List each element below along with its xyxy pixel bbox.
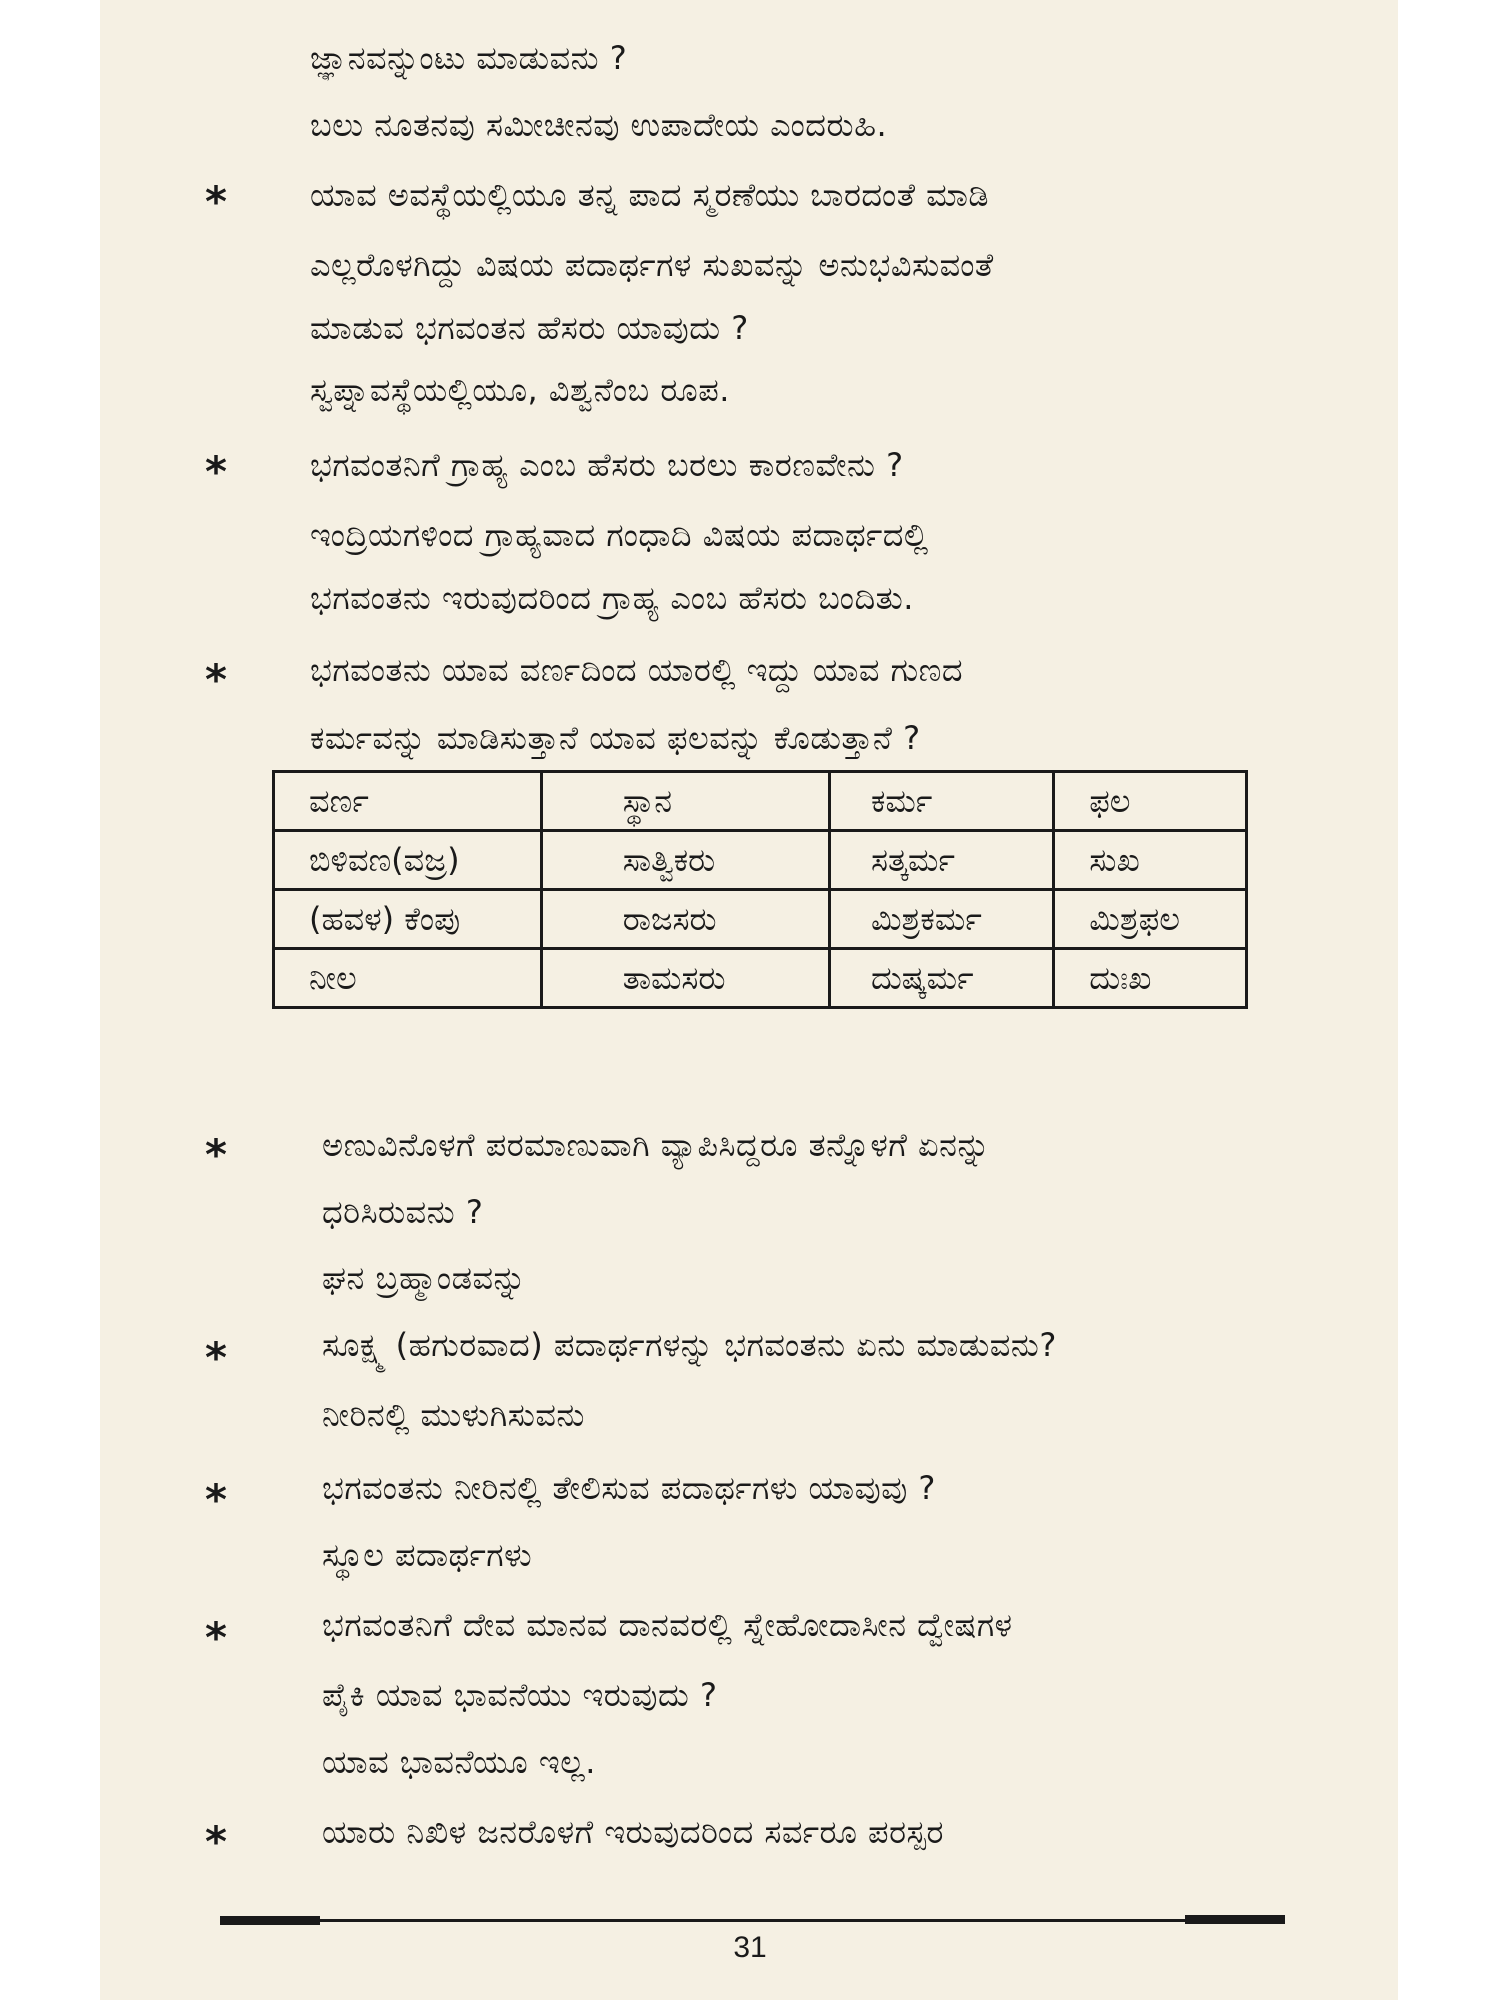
text-line: ಸ್ಥೂಲ ಪದಾರ್ಥಗಳು <box>322 1536 533 1574</box>
footer-rule-thick-left <box>220 1916 320 1925</box>
text-line: ಪೈಕಿ ಯಾವ ಭಾವನೆಯು ಇರುವುದು ? <box>322 1676 718 1714</box>
text-line: ಕರ್ಮವನ್ನು ಮಾಡಿಸುತ್ತಾನೆ ಯಾವ ಫಲವನ್ನು ಕೊಡುತ್ತಾನೆ ? <box>310 719 921 757</box>
table-header-cell: ಕರ್ಮ <box>829 772 1053 831</box>
text-line: ಮಾಡುವ ಭಗವಂತನ ಹೆಸರು ಯಾವುದು ? <box>310 309 749 347</box>
bullet-star: * <box>205 177 227 226</box>
table-header-cell: ವರ್ಣ <box>274 772 542 831</box>
table-header-cell: ಸ್ಥಾನ <box>541 772 829 831</box>
text-line: ಎಲ್ಲರೊಳಗಿದ್ದು ವಿಷಯ ಪದಾರ್ಥಗಳ ಸುಖವನ್ನು ಅನುಭವಿಸುವಂತೆ <box>310 246 994 284</box>
table-header-row <box>274 772 1247 831</box>
table-cell: ಮಿಶ್ರಕರ್ಮ <box>829 890 1053 949</box>
table-row <box>274 831 1247 890</box>
text-line: ಭಗವಂತನಿಗೆ ಗ್ರಾಹ್ಯ ಎಂಬ ಹೆಸರು ಬರಲು ಕಾರಣವೇನು ? <box>310 446 904 484</box>
text-line: ಭಗವಂತನಿಗೆ ದೇವ ಮಾನವ ದಾನವರಲ್ಲಿ ಸ್ನೇಹೋದಾಸೀನ ದ್ವೇಷಗಳ <box>322 1606 1013 1644</box>
table-row <box>274 949 1247 1008</box>
text-line: ಯಾರು ನಿಖಿಳ ಜನರೊಳಗೆ ಇರುವುದರಿಂದ ಸರ್ವರೂ ಪರಸ್ಪರ <box>322 1813 944 1851</box>
table-header-cell: ಫಲ <box>1054 772 1247 831</box>
table-cell: ದುಃಖ <box>1054 949 1247 1008</box>
bullet-star: * <box>205 1333 227 1382</box>
text-line: ಭಗವಂತನು ಯಾವ ವರ್ಣದಿಂದ ಯಾರಲ್ಲಿ ಇದ್ದು ಯಾವ ಗುಣದ <box>310 651 963 689</box>
text-line: ಭಗವಂತನು ನೀರಿನಲ್ಲಿ ತೇಲಿಸುವ ಪದಾರ್ಥಗಳು ಯಾವುವು ? <box>322 1469 936 1507</box>
text-line: ಇಂದ್ರಿಯಗಳಿಂದ ಗ್ರಾಹ್ಯವಾದ ಗಂಧಾದಿ ವಿಷಯ ಪದಾರ್ಥದಲ್ಲಿ <box>310 516 929 554</box>
table-cell: ಸಾತ್ವಿಕರು <box>541 831 829 890</box>
bullet-star: * <box>205 1475 227 1524</box>
table-cell: ಸುಖ <box>1054 831 1247 890</box>
text-line: ಜ್ಞಾನವನ್ನುಂಟು ಮಾಡುವನು ? <box>310 39 628 77</box>
table-cell: ನೀಲ <box>274 949 542 1008</box>
bullet-star: * <box>205 655 227 704</box>
text-line: ಬಲು ನೂತನವು ಸಮೀಚೀನವು ಉಪಾದೇಯ ಎಂದರುಹಿ. <box>310 106 888 144</box>
bullet-star: * <box>205 447 227 496</box>
text-line: ಸೂಕ್ಷ್ಮ (ಹಗುರವಾದ) ಪದಾರ್ಥಗಳನ್ನು ಭಗವಂತನು ಏನು ಮಾಡುವನು? <box>322 1326 1057 1364</box>
text-line: ನೀರಿನಲ್ಲಿ ಮುಳುಗಿಸುವನು <box>322 1396 585 1434</box>
table-cell: ಸತ್ಕರ್ಮ <box>829 831 1053 890</box>
table-cell: ಬಿಳಿವಣ(ವಜ್ರ) <box>274 831 542 890</box>
text-line: ಯಾವ ಅವಸ್ಥೆಯಲ್ಲಿಯೂ ತನ್ನ ಪಾದ ಸ್ಮರಣೆಯು ಬಾರದಂತೆ ಮಾಡಿ <box>310 176 990 214</box>
table-cell: ರಾಜಸರು <box>541 890 829 949</box>
table-cell: ಮಿಶ್ರಫಲ <box>1054 890 1247 949</box>
table-cell: ದುಷ್ಕರ್ಮ <box>829 949 1053 1008</box>
bullet-star: * <box>205 1817 227 1866</box>
text-line: ಸ್ವಪ್ನಾವಸ್ಥೆಯಲ್ಲಿಯೂ, ವಿಶ್ವನೆಂಬ ರೂಪ. <box>310 371 730 409</box>
table-cell: ತಾಮಸರು <box>541 949 829 1008</box>
bullet-star: * <box>205 1130 227 1179</box>
text-line: ಧರಿಸಿರುವನು ? <box>322 1193 484 1231</box>
footer-rule-thick-right <box>1185 1915 1285 1924</box>
footer-rule <box>220 1919 1284 1922</box>
table-cell: (ಹವಳ) ಕೆಂಪು <box>274 890 542 949</box>
text-line: ಯಾವ ಭಾವನೆಯೂ ಇಲ್ಲ. <box>322 1743 596 1781</box>
text-line: ಘನ ಬ್ರಹ್ಮಾಂಡವನ್ನು <box>322 1259 527 1297</box>
varna-table <box>272 770 1248 1009</box>
page-number: 31 <box>733 1931 767 1964</box>
table-row <box>274 890 1247 949</box>
bullet-star: * <box>205 1613 227 1662</box>
text-line: ಅಣುವಿನೊಳಗೆ ಪರಮಾಣುವಾಗಿ ವ್ಯಾಪಿಸಿದ್ದರೂ ತನ್ನೊಳಗೆ ಏನನ್ನು <box>322 1126 991 1164</box>
text-line: ಭಗವಂತನು ಇರುವುದರಿಂದ ಗ್ರಾಹ್ಯ ಎಂಬ ಹೆಸರು ಬಂದಿತು. <box>310 579 914 617</box>
